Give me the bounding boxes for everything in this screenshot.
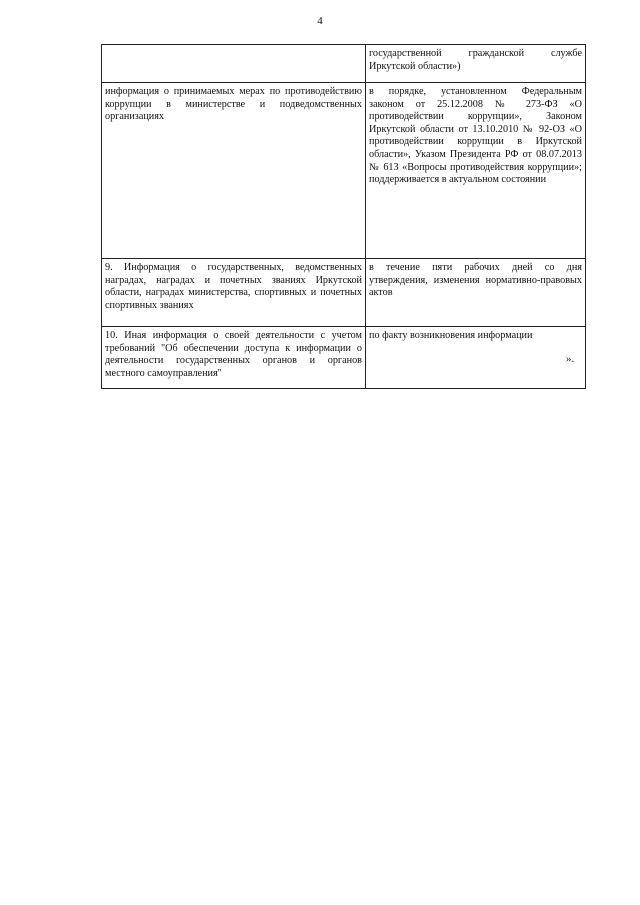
closing-quote-mark: ». (566, 353, 575, 365)
table-cell-info-type: 10. Иная информация о своей деятельности с учетом требований "Об обеспечении доступа к информации о деятельности государственных органов и органов местного самоуправления" (102, 327, 366, 389)
information-table (101, 44, 586, 389)
table-row (102, 45, 586, 83)
table-cell-deadline: в течение пяти рабочих дней со дня утверждения, изменения нормативно-правовых актов (366, 259, 586, 327)
table-cell-info-type: 9. Информация о государственных, ведомственных наградах, наградах и почетных званиях Иркутской области, наградах министерства, спортивных и почетных спортивных званиях (102, 259, 366, 327)
table-row (102, 327, 586, 389)
table-cell-info-type: информация о принимаемых мерах по противодействию коррупции в министерстве и подведомственных организациях (102, 83, 366, 259)
table-row (102, 259, 586, 327)
table-cell-info-type (102, 45, 366, 83)
page-number: 4 (317, 15, 323, 27)
table-cell-deadline: в порядке, установленном Федеральным законом от 25.12.2008 № 273-ФЗ «О противодействии коррупции», Законом Иркутской области от 13.10.2010 № 92-ОЗ «О противодействии коррупции в Иркутской области», Указом Президента РФ от 08.07.2013 № 613 «Вопросы противодействия коррупции»; поддерживается в актуальном состоянии (366, 83, 586, 259)
table-cell-deadline: по факту возникновения информации (366, 327, 586, 389)
table-cell-deadline: государственной гражданской службе Иркутской области») (366, 45, 586, 83)
table-row (102, 83, 586, 259)
